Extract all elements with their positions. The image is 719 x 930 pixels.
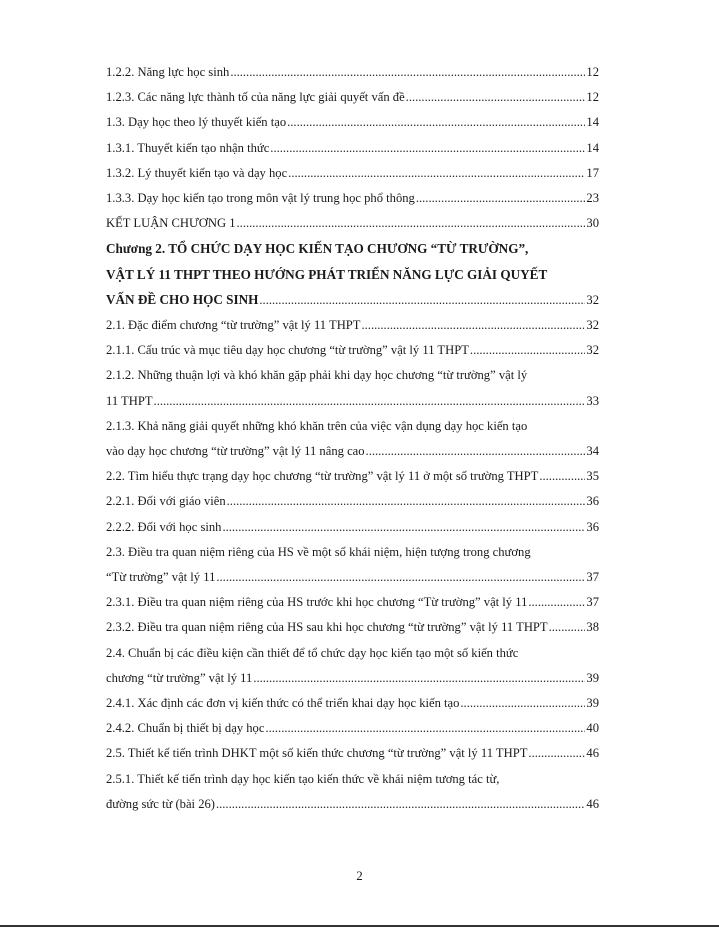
toc-entry — [106, 792, 599, 817]
toc-entry — [106, 666, 599, 691]
toc-entry — [106, 565, 599, 590]
toc-entry-page: 17 — [586, 165, 599, 180]
toc-entry — [106, 186, 599, 211]
toc-entry — [106, 313, 599, 338]
toc-entry — [106, 691, 599, 716]
toc-entry — [106, 615, 599, 640]
toc-entry-title: 2.4. Chuẩn bị các điều kiện cần thiết để tổ chức dạy học kiến tạo một số kiến thức — [106, 645, 519, 660]
toc-entry-title: 1.3.1. Thuyết kiến tạo nhận thức — [106, 140, 270, 155]
toc-entry-page: 40 — [586, 721, 599, 736]
toc-entry-title: 2.2.1. Đối với giáo viên — [106, 494, 226, 509]
toc-entry-title: 2.3.2. Điều tra quan niệm riêng của HS sau khi học chương “từ trường” vật lý 11 THPT — [106, 620, 548, 635]
toc-entry-page: 36 — [586, 519, 599, 534]
toc-entry-title: “Từ trường” vật lý 11 — [106, 570, 216, 585]
toc-entry — [106, 211, 599, 236]
toc-entry-page: 35 — [586, 469, 599, 484]
toc-entry-page: 32 — [586, 292, 599, 307]
toc-entry — [106, 464, 599, 489]
toc-entry — [106, 110, 599, 135]
toc-entry-page: 39 — [586, 696, 599, 711]
toc-entry-title: 2.1.3. Khả năng giải quyết những khó khăn trên của việc vận dụng dạy học kiến tạo — [106, 418, 528, 433]
toc-entry-page: 12 — [586, 90, 599, 105]
bottom-rule — [0, 925, 719, 927]
toc-entry-page: 32 — [586, 343, 599, 358]
toc-entry — [106, 741, 599, 766]
toc-entry-page: 23 — [586, 191, 599, 206]
toc-entry-page: 33 — [586, 393, 599, 408]
toc-entry-page: 30 — [586, 216, 599, 231]
toc-entry — [106, 439, 599, 464]
toc-entry — [106, 338, 599, 363]
toc-entry-title: 1.3.2. Lý thuyết kiến tạo và dạy học — [106, 165, 288, 180]
toc-entry-title: 2.1.1. Cấu trúc và mục tiêu dạy học chương “từ trường” vật lý 11 THPT — [106, 343, 469, 358]
toc-entry-title: 2.2. Tìm hiểu thực trạng dạy học chương “từ trường” vật lý 11 ở một số trường THPT — [106, 469, 539, 484]
toc-entry-title: 1.3.3. Dạy học kiến tạo trong môn vật lý trung học phổ thông — [106, 191, 415, 206]
toc-entry-title: 2.3.1. Điều tra quan niệm riêng của HS trước khi học chương “Từ trường” vật lý 11 — [106, 595, 528, 610]
toc-entry-page: 39 — [586, 670, 599, 685]
toc-entry-title: 2.4.1. Xác định các đơn vị kiến thức có thể triển khai dạy học kiến tạo — [106, 696, 460, 711]
toc-entry-title: 2.3. Điều tra quan niệm riêng của HS về một số khái niệm, hiện tượng trong chương — [106, 544, 531, 559]
toc-entry-title: 2.1.2. Những thuận lợi và khó khăn gặp phải khi dạy học chương “từ trường” vật lý — [106, 368, 528, 383]
toc-entry — [106, 489, 599, 514]
toc-entry-page: 38 — [586, 620, 599, 635]
chapter-heading-line: VẬT LÝ 11 THPT THEO HƯỚNG PHÁT TRIỂN NĂNG LỰC GIẢI QUYẾT — [106, 266, 548, 282]
toc-entry-title: đường sức từ (bài 26) — [106, 796, 215, 811]
toc-entry-page: 46 — [586, 746, 599, 761]
toc-entry-page: 34 — [586, 444, 599, 459]
toc-entry — [106, 85, 599, 110]
toc-entry-title: 2.2.2. Đối với học sinh — [106, 519, 222, 534]
toc-entry — [106, 716, 599, 741]
toc-entry — [106, 161, 599, 186]
toc-entry-title: chương “từ trường” vật lý 11 — [106, 670, 253, 685]
toc-entry — [106, 60, 599, 85]
toc-entry-page: 46 — [586, 796, 599, 811]
toc-entry-page: 37 — [586, 595, 599, 610]
toc-entry — [106, 287, 599, 313]
toc-entry-page: 12 — [586, 65, 599, 79]
toc-entry-title: 2.4.2. Chuẩn bị thiết bị dạy học — [106, 721, 265, 736]
toc-entry — [106, 590, 599, 615]
toc-entry-title: vào dạy học chương “từ trường” vật lý 11 nâng cao — [106, 444, 365, 459]
toc-entry-title: 1.2.2. Năng lực học sinh — [106, 65, 230, 79]
table-of-contents — [106, 60, 599, 817]
toc-entry-page: 36 — [586, 494, 599, 509]
toc-entry-title: KẾT LUẬN CHƯƠNG 1 — [106, 216, 236, 231]
toc-entry-title: 2.5.1. Thiết kế tiến trình dạy học kiến tạo kiến thức về khái niệm tương tác từ, — [106, 771, 500, 786]
toc-entry-title: 2.5. Thiết kế tiến trình DHKT một số kiến thức chương “từ trường” vật lý 11 THPT — [106, 746, 528, 761]
page-number: 2 — [356, 868, 363, 883]
toc-entry-page: 14 — [586, 140, 599, 155]
toc-entry-title: 11 THPT — [106, 393, 153, 408]
chapter-heading-line: VẤN ĐỀ CHO HỌC SINH — [106, 291, 259, 307]
toc-entry-page: 32 — [586, 318, 599, 333]
toc-entry-page: 14 — [586, 115, 599, 130]
toc-entry — [106, 389, 599, 414]
toc-entry-title: 1.3. Dạy học theo lý thuyết kiến tạo — [106, 115, 287, 130]
toc-entry — [106, 515, 599, 540]
toc-entry-page: 37 — [586, 570, 599, 585]
toc-entry-title: 2.1. Đặc điểm chương “từ trường” vật lý 11 THPT — [106, 318, 361, 333]
chapter-heading-line: Chương 2. TỔ CHỨC DẠY HỌC KIẾN TẠO CHƯƠNG “TỪ TRƯỜNG”, — [106, 241, 529, 257]
toc-entry-title: 1.2.3. Các năng lực thành tố của năng lực giải quyết vấn đề — [106, 90, 405, 105]
toc-entry — [106, 136, 599, 161]
